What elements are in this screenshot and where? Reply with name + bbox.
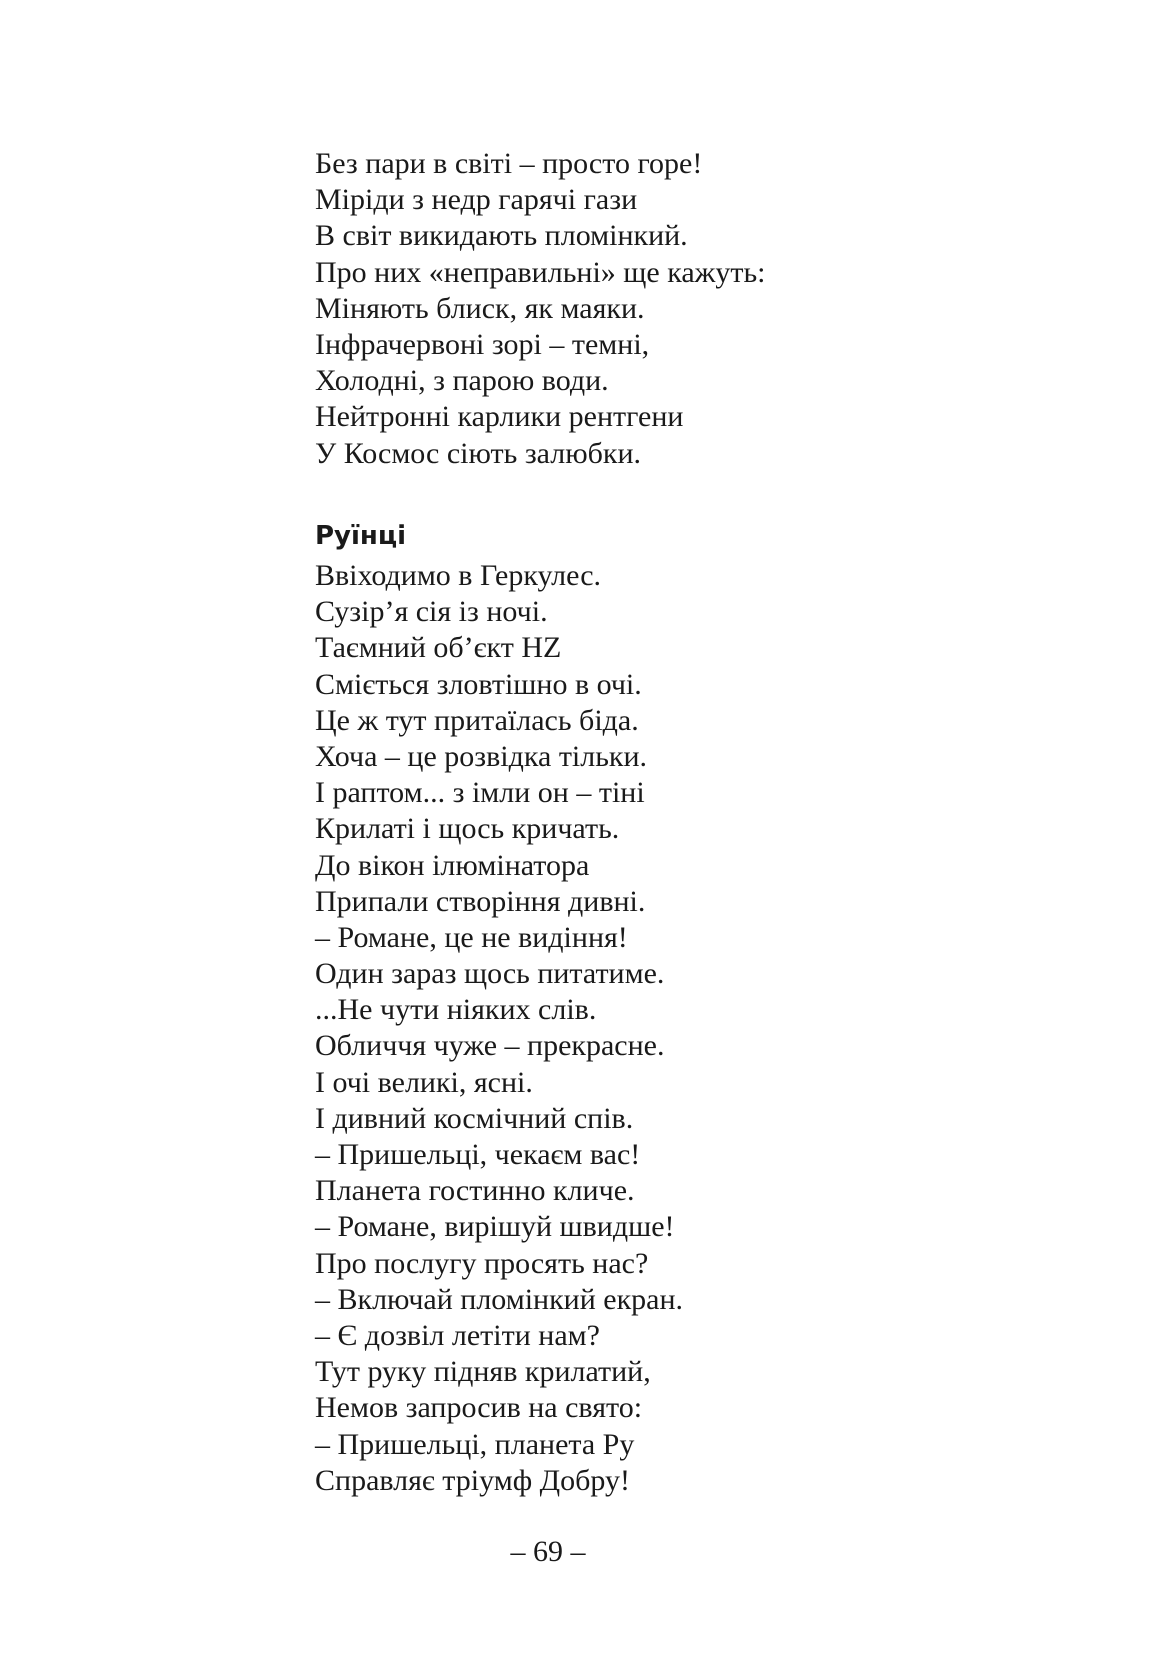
poem-line: Міняють блиск, як маяки. [315,291,645,325]
poem-line: Хоча – це розвідка тільки. [315,739,648,773]
poem-line: Про них «неправильні» ще кажуть: [315,255,766,289]
poem-line: Сміється зловтішно в очі. [315,667,642,701]
poem-line: І раптом... з імли он – тіні [315,776,645,810]
poem-line: Холодні, з парою води. [315,364,609,398]
poem-line: ...Не чути ніяких слів. [315,993,597,1027]
poem-line: Міріди з недр гарячі гази [315,183,638,217]
poem-line: Про послугу просять нас? [315,1246,649,1280]
poem-line: – Романе, це не видіння! [315,920,628,954]
poem-line: – Пришельці, планета Ру [315,1427,635,1461]
page-number: – 69 – [510,1535,586,1568]
poem-stanza-continued [315,146,1075,472]
poem-line: Це ж тут притаїлась біда. [315,703,639,737]
poem-line: І очі великі, ясні. [315,1065,533,1099]
poem-line: Інфрачервоні зорі – темні, [315,327,650,361]
poem-line: Планета гостинно кличе. [315,1174,635,1208]
poem-line: Нейтронні карлики рентгени [315,400,684,434]
poem-line: – Включай пломінкий екран. [315,1282,684,1316]
poem-line: До вікон ілюмінатора [315,848,590,882]
poem-line: І дивний космічний спів. [315,1101,634,1135]
poem-section [315,516,1075,1499]
poem-line: Крилаті і щось кричать. [315,812,620,846]
poem-line: Припали створіння дивні. [315,884,646,918]
poem-line: Тут руку підняв крилатий, [315,1355,651,1389]
poem-line: Немов запросив на свято: [315,1391,643,1425]
poem-line: – Пришельці, чекаєм вас! [315,1138,641,1171]
poem-line: Обличчя чуже – прекрасне. [315,1029,665,1063]
poem-line: Таємний об’єкт HZ [315,631,562,665]
poem-line: – Є дозвіл летіти нам? [315,1318,600,1352]
poem-line: У Космос сіють залюбки. [315,436,642,470]
poem-line: Справляє тріумф Добру! [315,1463,630,1497]
poem-line: – Романе, вирішуй швидше! [315,1210,675,1244]
poem-line: Один зараз щось питатиме. [315,957,665,991]
poem-line: Без пари в світі – просто горе! [315,147,703,180]
poem-line: Сузір’я сія із ночі. [315,595,548,629]
poem-line: В світ викидають пломінкий. [315,219,688,253]
poem-line: Ввіходимо в Геркулес. [315,559,602,592]
poem-title: Руїнці [315,521,407,551]
